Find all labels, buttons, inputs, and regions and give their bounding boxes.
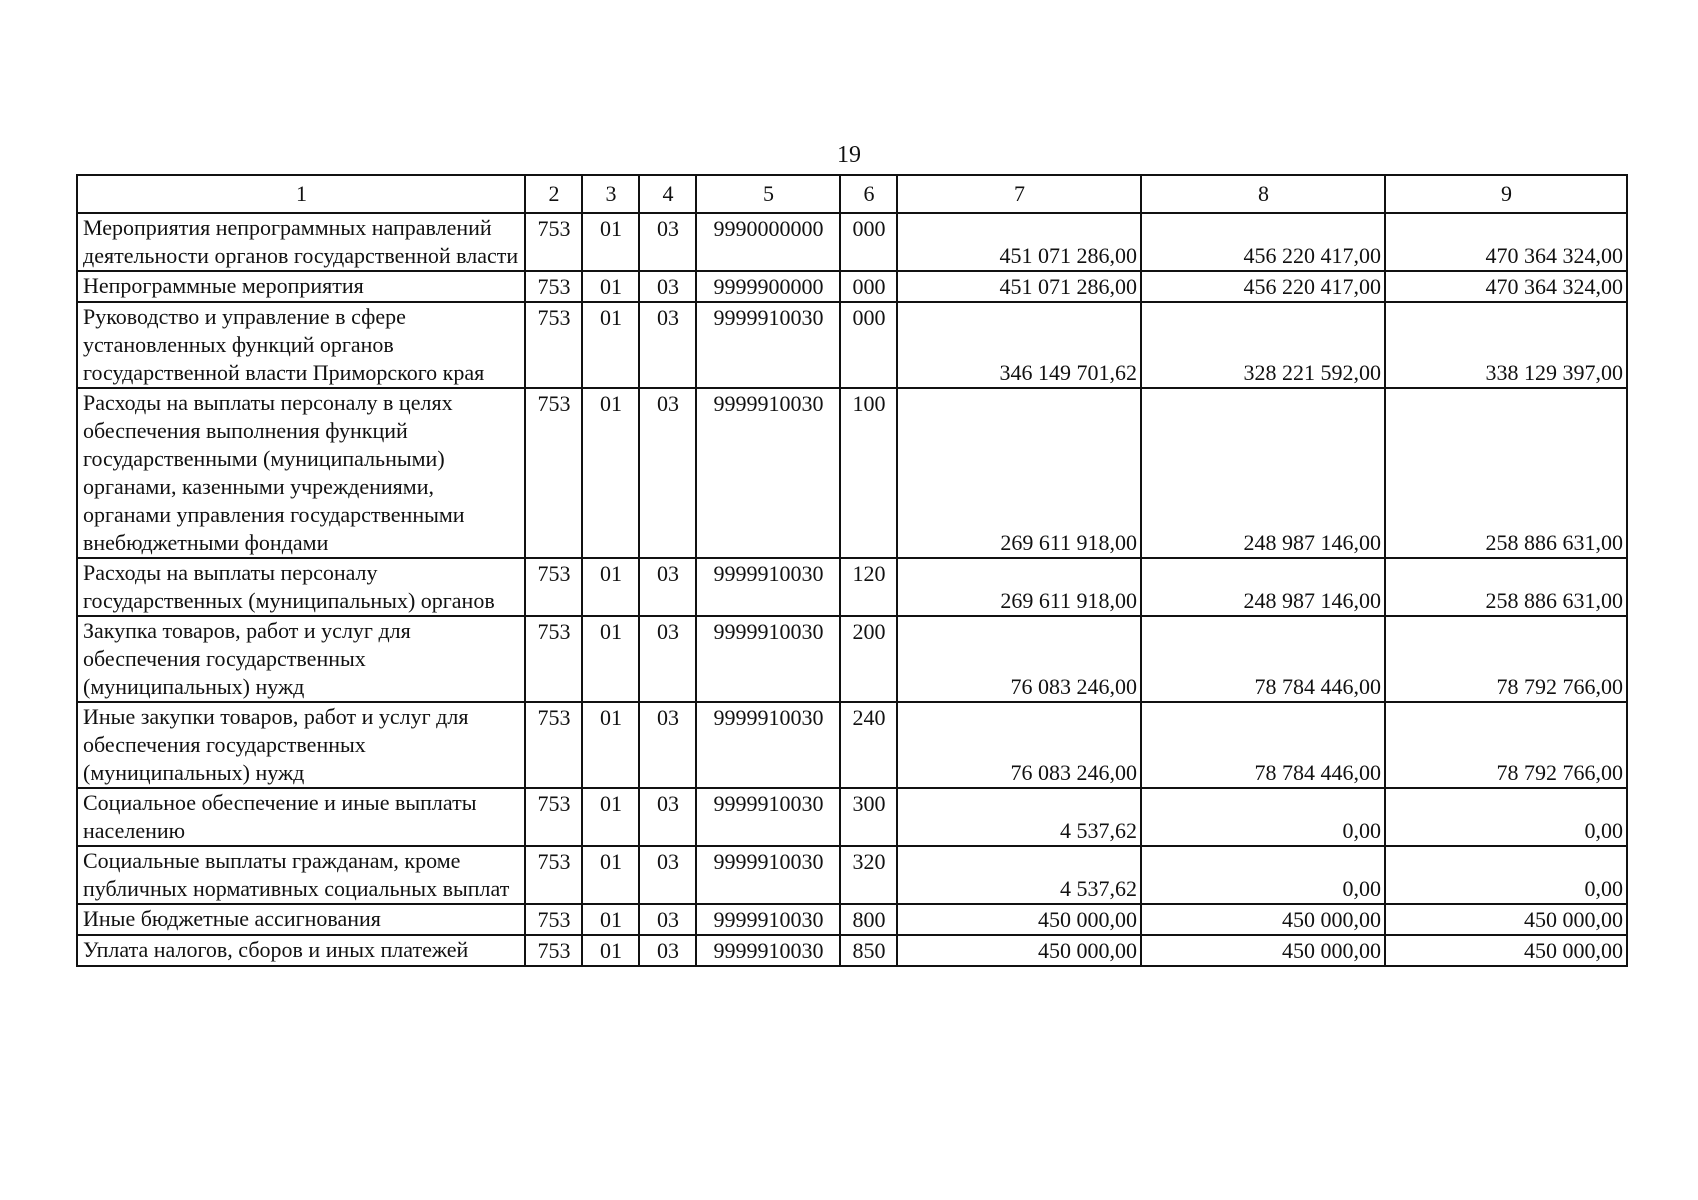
table-row: [77, 788, 1627, 846]
cell-c6: 200: [840, 616, 897, 702]
table-row: [77, 271, 1627, 302]
table-row: [77, 388, 1627, 558]
cell-c7: 451 071 286,00: [897, 271, 1141, 302]
row-name: Иные бюджетные ассигнования: [77, 904, 525, 935]
cell-c9: 258 886 631,00: [1385, 558, 1627, 616]
row-name: Закупка товаров, работ и услуг для обеспечения государственных (муниципальных) нужд: [77, 616, 525, 702]
cell-c4: 03: [639, 846, 696, 904]
table-row: [77, 904, 1627, 935]
cell-c7: 346 149 701,62: [897, 302, 1141, 388]
cell-c2: 753: [525, 271, 582, 302]
cell-c6: 240: [840, 702, 897, 788]
table-row: [77, 616, 1627, 702]
cell-c2: 753: [525, 388, 582, 558]
row-name: Социальные выплаты гражданам, кроме публичных нормативных социальных выплат: [77, 846, 525, 904]
cell-c3: 01: [582, 616, 639, 702]
cell-c9: 78 792 766,00: [1385, 702, 1627, 788]
cell-c9: 78 792 766,00: [1385, 616, 1627, 702]
cell-c4: 03: [639, 213, 696, 271]
cell-c2: 753: [525, 302, 582, 388]
cell-c7: 269 611 918,00: [897, 388, 1141, 558]
cell-c5: 9999910030: [696, 935, 840, 966]
row-name: Руководство и управление в сфере установленных функций органов государственной власти Приморского края: [77, 302, 525, 388]
cell-c2: 753: [525, 788, 582, 846]
cell-c3: 01: [582, 302, 639, 388]
budget-table: [76, 174, 1628, 967]
cell-c6: 300: [840, 788, 897, 846]
cell-c6: 120: [840, 558, 897, 616]
cell-c9: 470 364 324,00: [1385, 213, 1627, 271]
cell-c6: 000: [840, 271, 897, 302]
cell-c2: 753: [525, 846, 582, 904]
cell-c8: 456 220 417,00: [1141, 271, 1385, 302]
cell-c2: 753: [525, 702, 582, 788]
row-name: Социальное обеспечение и иные выплаты населению: [77, 788, 525, 846]
cell-c7: 450 000,00: [897, 904, 1141, 935]
cell-c4: 03: [639, 271, 696, 302]
cell-c7: 76 083 246,00: [897, 616, 1141, 702]
cell-c9: 338 129 397,00: [1385, 302, 1627, 388]
table-row: [77, 213, 1627, 271]
table-row: [77, 558, 1627, 616]
cell-c4: 03: [639, 935, 696, 966]
cell-c3: 01: [582, 388, 639, 558]
column-header: 4: [639, 175, 696, 213]
cell-c7: 450 000,00: [897, 935, 1141, 966]
cell-c2: 753: [525, 904, 582, 935]
cell-c5: 9999910030: [696, 846, 840, 904]
row-name: Иные закупки товаров, работ и услуг для обеспечения государственных (муниципальных) нужд: [77, 702, 525, 788]
cell-c6: 000: [840, 302, 897, 388]
column-header: 8: [1141, 175, 1385, 213]
cell-c8: 450 000,00: [1141, 935, 1385, 966]
column-header: 7: [897, 175, 1141, 213]
cell-c6: 320: [840, 846, 897, 904]
cell-c7: 76 083 246,00: [897, 702, 1141, 788]
cell-c8: 248 987 146,00: [1141, 558, 1385, 616]
cell-c8: 328 221 592,00: [1141, 302, 1385, 388]
cell-c3: 01: [582, 558, 639, 616]
cell-c6: 000: [840, 213, 897, 271]
cell-c6: 800: [840, 904, 897, 935]
cell-c8: 456 220 417,00: [1141, 213, 1385, 271]
cell-c5: 9999900000: [696, 271, 840, 302]
cell-c2: 753: [525, 616, 582, 702]
cell-c5: 9999910030: [696, 702, 840, 788]
cell-c8: 78 784 446,00: [1141, 702, 1385, 788]
cell-c4: 03: [639, 302, 696, 388]
cell-c7: 4 537,62: [897, 788, 1141, 846]
row-name: Мероприятия непрограммных направлений деятельности органов государственной власти: [77, 213, 525, 271]
row-name: Непрограммные мероприятия: [77, 271, 525, 302]
column-header: 9: [1385, 175, 1627, 213]
row-name: Уплата налогов, сборов и иных платежей: [77, 935, 525, 966]
cell-c8: 450 000,00: [1141, 904, 1385, 935]
cell-c8: 0,00: [1141, 846, 1385, 904]
cell-c2: 753: [525, 935, 582, 966]
cell-c8: 78 784 446,00: [1141, 616, 1385, 702]
cell-c9: 258 886 631,00: [1385, 388, 1627, 558]
cell-c8: 248 987 146,00: [1141, 388, 1385, 558]
cell-c5: 9999910030: [696, 558, 840, 616]
cell-c3: 01: [582, 935, 639, 966]
cell-c9: 450 000,00: [1385, 935, 1627, 966]
cell-c4: 03: [639, 616, 696, 702]
row-name: Расходы на выплаты персоналу государственных (муниципальных) органов: [77, 558, 525, 616]
cell-c3: 01: [582, 702, 639, 788]
table-row: [77, 702, 1627, 788]
cell-c3: 01: [582, 846, 639, 904]
table-row: [77, 846, 1627, 904]
cell-c9: 470 364 324,00: [1385, 271, 1627, 302]
cell-c9: 0,00: [1385, 788, 1627, 846]
page-number: 19: [837, 142, 861, 168]
cell-c6: 850: [840, 935, 897, 966]
cell-c5: 9999910030: [696, 616, 840, 702]
cell-c8: 0,00: [1141, 788, 1385, 846]
cell-c3: 01: [582, 271, 639, 302]
cell-c9: 0,00: [1385, 846, 1627, 904]
cell-c5: 9999910030: [696, 788, 840, 846]
column-header: 6: [840, 175, 897, 213]
table-row: [77, 302, 1627, 388]
cell-c3: 01: [582, 213, 639, 271]
cell-c3: 01: [582, 904, 639, 935]
cell-c4: 03: [639, 904, 696, 935]
cell-c2: 753: [525, 558, 582, 616]
column-header: 5: [696, 175, 840, 213]
cell-c6: 100: [840, 388, 897, 558]
cell-c3: 01: [582, 788, 639, 846]
column-header: 3: [582, 175, 639, 213]
cell-c7: 451 071 286,00: [897, 213, 1141, 271]
cell-c9: 450 000,00: [1385, 904, 1627, 935]
cell-c7: 269 611 918,00: [897, 558, 1141, 616]
row-name: Расходы на выплаты персоналу в целях обеспечения выполнения функций государственными (муниципальными) органами, казенными учреждениями, органами управления государственными внебюджетными фондами: [77, 388, 525, 558]
cell-c5: 9990000000: [696, 213, 840, 271]
cell-c5: 9999910030: [696, 302, 840, 388]
cell-c4: 03: [639, 558, 696, 616]
column-header: 1: [77, 175, 525, 213]
cell-c4: 03: [639, 788, 696, 846]
cell-c4: 03: [639, 388, 696, 558]
table-row: [77, 935, 1627, 966]
cell-c7: 4 537,62: [897, 846, 1141, 904]
cell-c5: 9999910030: [696, 904, 840, 935]
cell-c2: 753: [525, 213, 582, 271]
column-header: 2: [525, 175, 582, 213]
cell-c5: 9999910030: [696, 388, 840, 558]
cell-c4: 03: [639, 702, 696, 788]
header-row: [77, 175, 1627, 213]
